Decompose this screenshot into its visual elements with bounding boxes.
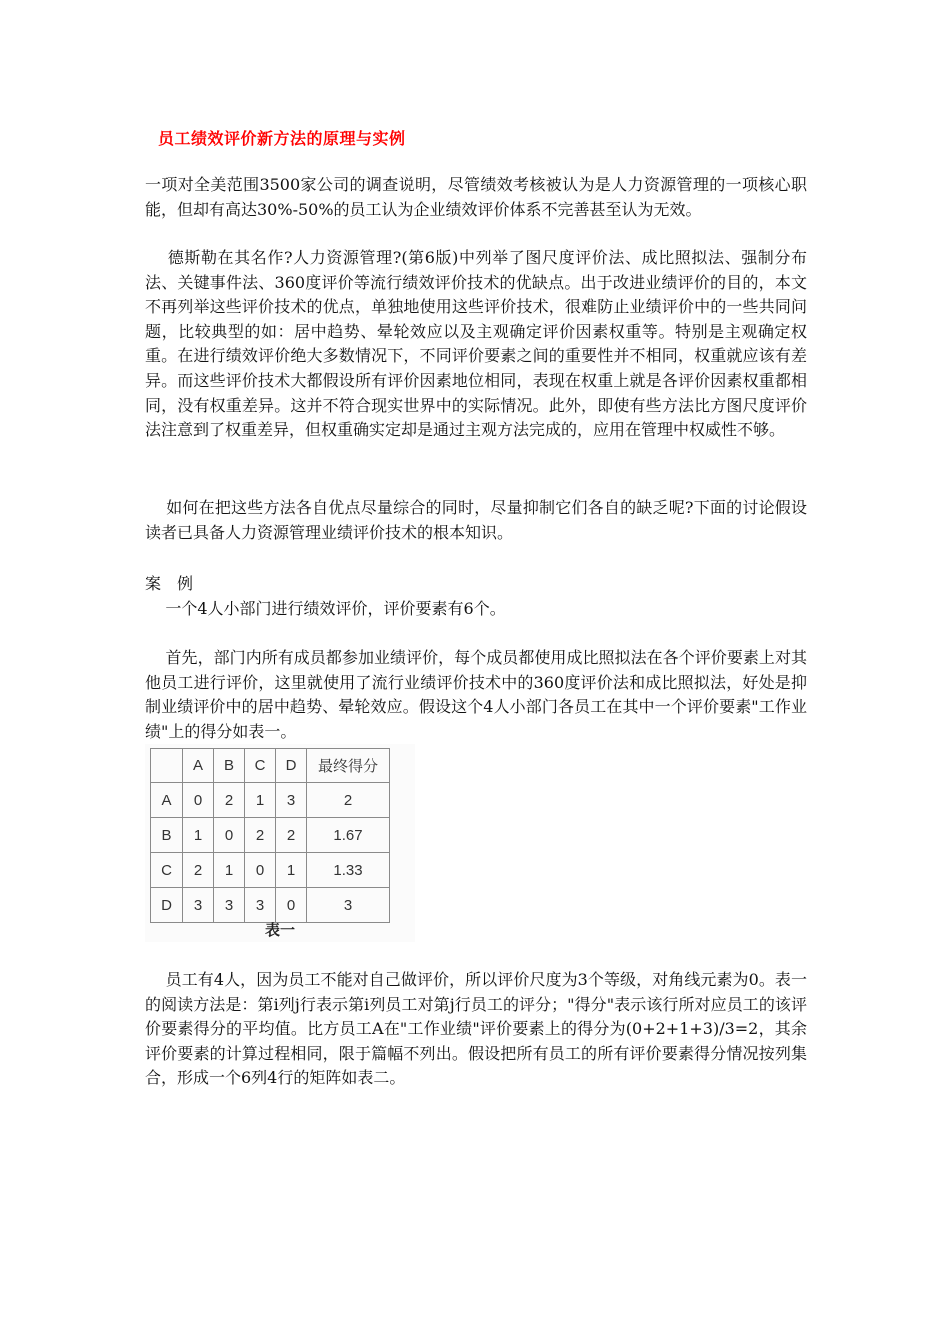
table-header-cell: D (276, 749, 307, 783)
table-cell: 0 (276, 888, 307, 923)
table-row (151, 783, 390, 818)
table-cell: 2 (276, 818, 307, 853)
table-cell: 1 (183, 818, 214, 853)
table-header-cell: C (245, 749, 276, 783)
case-heading: 案 例 (145, 574, 194, 593)
table-cell: 3 (307, 888, 390, 923)
table-cell: 2 (214, 783, 245, 818)
table-cell: 1.67 (307, 818, 390, 853)
table-cell: 3 (276, 783, 307, 818)
table-cell: 3 (245, 888, 276, 923)
table-cell: B (151, 818, 183, 853)
table-row (151, 818, 390, 853)
methods-paragraph: 德斯勒在其名作?人力资源管理?(第6版)中列举了图尺度评价法、成比照拟法、强制分布法、关键事件法、360度评价等流行绩效评价技术的优缺点。出于改进业绩评价的目的，本文不再列举这些评价技术的优点，单独地使用这些评价技术，很难防止业绩评价中的一些共同问题，比较典型的如：居中趋势、晕轮效应以及主观确定评价因素权重等。特别是主观确定权重。在进行绩效评价绝大多数情况下，不同评价要素之间的重要性并不相同，权重就应该有差异。而这些评价技术大都假设所有评价因素地位相同，表现在权重上就是各评价因素权重都相同，没有权重差异。这并不符合现实世界中的实际情况。此外，即使有些方法比方图尺度评价法注意到了权重差异，但权重确实定却是通过主观方法完成的，应用在管理中权威性不够。 (145, 248, 807, 440)
table-row (151, 888, 390, 923)
table-row (151, 853, 390, 888)
table-cell: 0 (214, 818, 245, 853)
intro-paragraph: 一项对全美范围3500家公司的调查说明，尽管绩效考核被认为是人力资源管理的一项核心职能，但却有高达30%-50%的员工认为企业绩效评价体系不完善甚至认为无效。 (145, 175, 807, 219)
table-header-cell: 最终得分 (307, 749, 390, 783)
case-intro-paragraph: 一个4人小部门进行绩效评价，评价要素有6个。 (145, 599, 506, 618)
table-cell: 3 (214, 888, 245, 923)
step-one-paragraph: 首先，部门内所有成员都参加业绩评价，每个成员都使用成比照拟法在各个评价要素上对其他员工进行评价，这里就使用了流行业绩评价技术中的360度评价法和成比照拟法，好处是抑制业绩评价中的居中趋势、晕轮效应。假设这个4人小部门各员工在其中一个评价要素"工作业绩"上的得分如表一。 (145, 648, 807, 741)
table-cell: 1 (245, 783, 276, 818)
table-cell: C (151, 853, 183, 888)
table-cell: 0 (245, 853, 276, 888)
table-one-figure (145, 744, 415, 942)
table-header-cell: B (214, 749, 245, 783)
table-caption: 表一 (265, 921, 296, 939)
table-cell: A (151, 783, 183, 818)
table-cell: 0 (183, 783, 214, 818)
table-cell: 1 (276, 853, 307, 888)
table-header-cell (151, 749, 183, 783)
table-cell: 1.33 (307, 853, 390, 888)
document-title: 员工绩效评价新方法的原理与实例 (158, 129, 406, 148)
table-cell: 1 (214, 853, 245, 888)
explanation-paragraph: 员工有4人，因为员工不能对自己做评价，所以评价尺度为3个等级，对角线元素为0。表一的阅读方法是：第i列j行表示第i列员工对第j行员工的评分；"得分"表示该行所对应员工的该评价要素得分的平均值。比方员工A在"工作业绩"评价要素上的得分为(0+2+1+3)/3=2，其余评价要素的计算过程相同，限于篇幅不列出。假设把所有员工的所有评价要素得分情况按列集合，形成一个6列4行的矩阵如表二。 (145, 970, 808, 1088)
table-cell: 3 (183, 888, 214, 923)
table-header-row (151, 749, 390, 783)
table-cell: 2 (183, 853, 214, 888)
table-cell: 2 (307, 783, 390, 818)
table-cell: 2 (245, 818, 276, 853)
score-table (150, 748, 390, 923)
table-header-cell: A (183, 749, 214, 783)
table-cell: D (151, 888, 183, 923)
discussion-paragraph: 如何在把这些方法各自优点尽量综合的同时，尽量抑制它们各自的缺乏呢?下面的讨论假设读者已具备人力资源管理业绩评价技术的根本知识。 (145, 498, 807, 542)
